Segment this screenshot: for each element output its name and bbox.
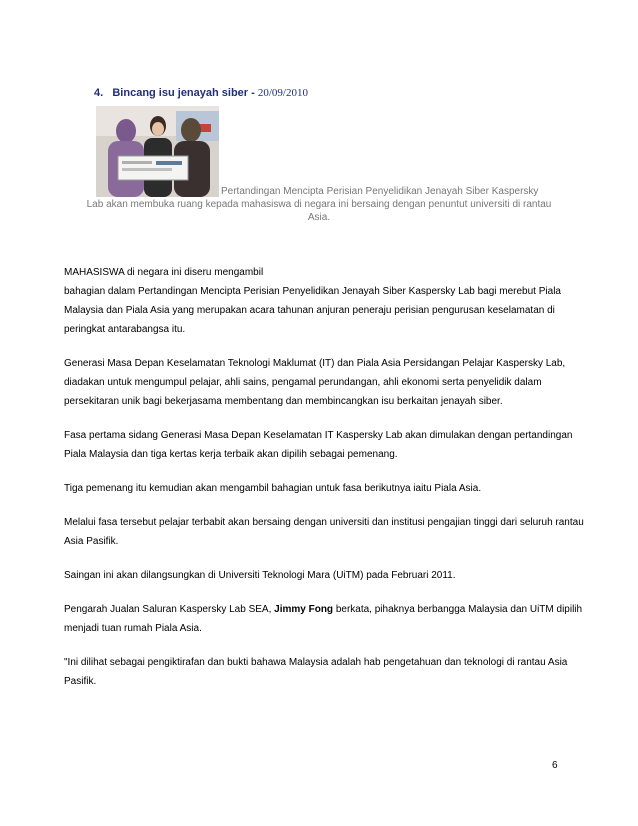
paragraph-5: Melalui fasa tersebut pelajar terbabit akan bersaing dengan universiti dan institusi pengajian tinggi dari seluruh rantau Asia Pasifik.	[64, 517, 584, 547]
paragraph-2: Generasi Masa Depan Keselamatan Teknologi Maklumat (IT) dan Piala Asia Persidangan Pelajar Kaspersky Lab, diadakan untuk mengumpul pelajar, ahli sains, pengamal perundangan, ahli ekonomi serta penyelidik dalam persekitaran unik bagi bekerjasama membentang dan membincangkan isu berkaitan jenayah siber.	[64, 358, 566, 407]
paragraph-1-text: bahagian dalam Pertandingan Mencipta Perisian Penyelidikan Jenayah Siber Kaspersky Lab bagi merebut Piala Malaysia dan Piala Asia yang merupakan acara tahunan anjuran peneraju perisian pengurusan keselamatan di peringkat antarabangsa itu.	[64, 286, 561, 335]
paragraph-1	[64, 263, 584, 339]
article-date: 20/09/2010	[257, 87, 308, 99]
article-body	[64, 263, 584, 706]
paragraph-3: Fasa pertama sidang Generasi Masa Depan Keselamatan IT Kaspersky Lab akan dimulakan dengan pertandingan Piala Malaysia dan tiga kertas kerja terbaik akan dipilih sebagai pemenang.	[64, 430, 573, 460]
article-number: 4.	[94, 87, 104, 99]
paragraph-7-after: berkata, pihaknya berbangga Malaysia dan UiTM dipilih menjadi tuan rumah Piala Asia.	[64, 604, 583, 634]
article-photo	[96, 106, 219, 197]
photo-image	[96, 106, 219, 197]
caption-line-3: Asia.	[307, 212, 331, 223]
paragraph-6: Saingan ini akan dilangsungkan di Universiti Teknologi Mara (UiTM) pada Februari 2011.	[64, 570, 456, 581]
caption-line-2: Lab akan membuka ruang kepada mahasiswa di negara ini bersaing dengan penuntut universiti di rantau	[86, 199, 552, 210]
paragraph-1-lead: MAHASISWA di negara ini diseru mengambil	[64, 267, 264, 278]
article-heading	[94, 87, 308, 99]
photo-caption	[64, 185, 574, 224]
paragraph-4: Tiga pemenang itu kemudian akan mengambil bahagian untuk fasa berikutnya iaitu Piala Asia.	[64, 483, 482, 494]
article-title: Bincang isu jenayah siber -	[112, 87, 255, 99]
page-number: 6	[552, 760, 558, 771]
paragraph-7	[64, 600, 584, 638]
caption-line-1: Pertandingan Mencipta Perisian Penyelidikan Jenayah Siber Kaspersky	[221, 186, 539, 197]
paragraph-7-before: Pengarah Jualan Saluran Kaspersky Lab SEA,	[64, 604, 272, 615]
person-name: Jimmy Fong	[274, 604, 334, 615]
paragraph-8: "Ini dilihat sebagai pengiktirafan dan bukti bahawa Malaysia adalah hab pengetahuan dan teknologi di rantau Asia Pasifik.	[64, 657, 568, 687]
